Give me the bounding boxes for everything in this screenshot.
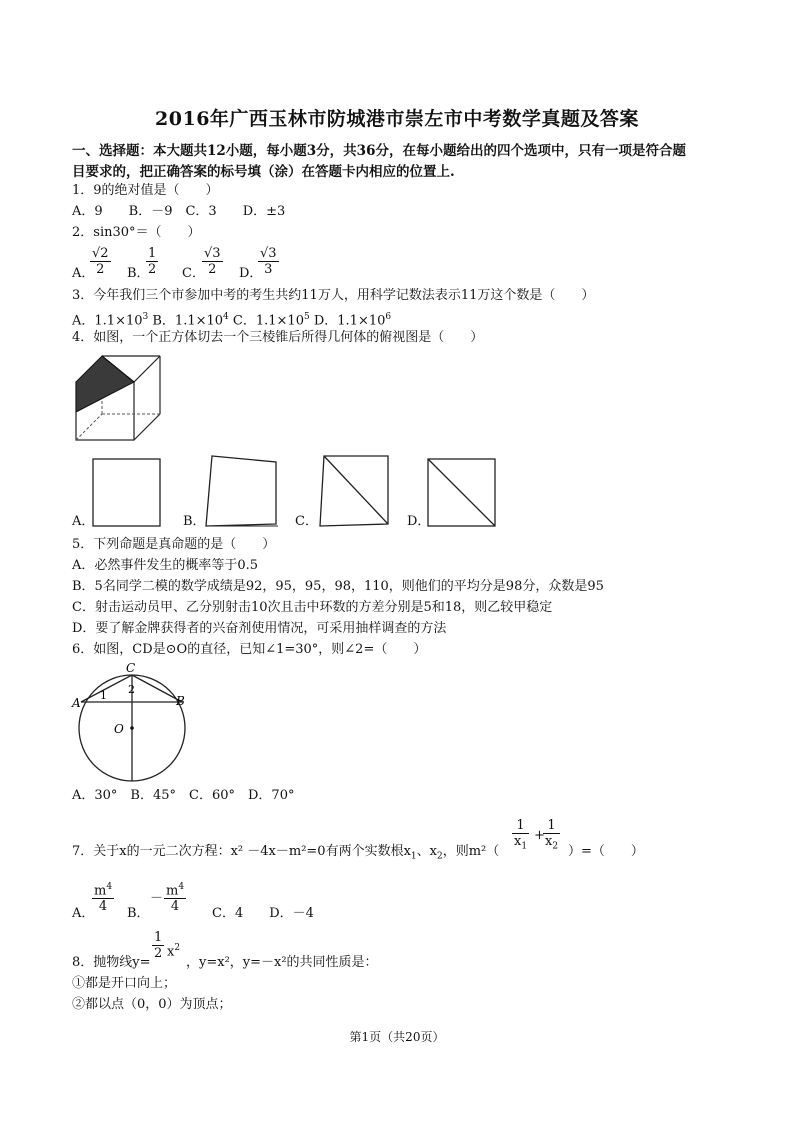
q7-option-b-fraction	[164, 880, 186, 914]
q7-fraction-2-num: 1	[543, 818, 560, 834]
q7-stem	[72, 844, 499, 865]
q7-option-a-num	[92, 880, 114, 899]
q8-item-2: ②都以点（0，0）为顶点；	[72, 997, 232, 1012]
q7-options-cd: C．4 D．－4	[212, 906, 314, 921]
q7-fraction-2	[543, 818, 560, 855]
q2-option-c-fraction	[202, 246, 223, 277]
q7-option-b-num	[164, 880, 186, 899]
page-footer: 第1页（共20页）	[349, 1030, 445, 1044]
q1-options: A．9 B．－9 C．3 D．±3	[72, 204, 286, 219]
q4-option-b-figure	[204, 454, 280, 528]
q7-fraction-1-x: x	[514, 834, 522, 849]
q2-stem: 2．sin30°＝（ ）	[72, 225, 201, 240]
q7-option-a-m: m	[94, 883, 107, 899]
q8-stem-a: 8．抛物线y=	[72, 955, 151, 970]
q7-stem-part2: ，则m²（	[442, 844, 500, 859]
q7-plus-sign: +	[534, 828, 545, 843]
q2-option-d-fraction	[258, 246, 279, 277]
q7-option-a-den: 4	[98, 899, 108, 915]
q4-cube-figure	[74, 354, 164, 442]
q7-option-a-exp: 4	[106, 882, 113, 892]
q7-option-a-fraction	[92, 880, 114, 914]
q3-option-a-exp: 3	[142, 312, 149, 322]
q2-option-a-num: √2	[92, 246, 109, 261]
q5-option-c: C．射击运动员甲、乙分别射击10次且击中环数的方差分别是5和18，则乙较甲稳定	[72, 600, 553, 615]
q1-stem: 1．9的绝对值是（ ）	[72, 183, 219, 198]
q6-angle-1-label: 1	[100, 689, 107, 702]
q6-label-b: B	[176, 694, 185, 708]
q4-option-d-figure	[427, 458, 497, 528]
q5-option-a: A．必然事件发生的概率等于0.5	[72, 558, 259, 573]
q2-option-d-label: D．	[239, 266, 263, 281]
q2-option-c-label: C．	[182, 266, 205, 281]
q4-option-d-label: D．	[407, 514, 431, 529]
q6-angle-2-label: 2	[128, 683, 135, 696]
q5-option-d: D．要了解金牌获得者的兴奋剂使用情况，可采用抽样调查的方法	[72, 621, 447, 636]
q4-option-c-label: C．	[295, 514, 318, 529]
q3-option-d-exp: 6	[385, 312, 392, 322]
q8-fraction-den: 2	[154, 946, 163, 961]
q2-option-b-den: 2	[148, 262, 157, 277]
q3-option-c: C．1.1×10	[232, 313, 304, 329]
q2-option-d-den: 3	[264, 262, 273, 277]
q3-option-b-exp: 4	[223, 312, 229, 322]
q2-option-a-label: A．	[72, 266, 95, 281]
q7-fraction-1	[512, 818, 529, 855]
q4-option-c-figure	[318, 454, 392, 528]
q7-sub-2: 2	[437, 851, 443, 862]
q8-fraction-num: 1	[154, 930, 163, 945]
q8-fraction	[152, 930, 164, 961]
q7-sub-1: 1	[410, 851, 417, 862]
q7-stem-mid: 、x	[416, 844, 437, 859]
q7-fraction-2-sub: 2	[552, 841, 559, 852]
q8-item-1: ①都是开口向上；	[72, 976, 177, 991]
q2-option-c-den: 2	[208, 262, 217, 277]
q2-option-c-num: √3	[204, 246, 221, 261]
q8-x: x	[167, 944, 175, 960]
q7-fraction-2-x: x	[545, 834, 553, 849]
q4-option-a-label: A．	[72, 514, 95, 529]
q3-option-a: A．1.1×10	[72, 313, 143, 329]
page-title: 2016年广西玉林市防城港市崇左市中考数学真题及答案	[155, 108, 639, 130]
q7-option-b-m: m	[166, 883, 179, 899]
q7-option-b-label: B．	[127, 906, 150, 921]
q7-stem-part1: 7．关于x的一元二次方程：x² －4x－m²=0有两个实数根x	[72, 844, 411, 859]
q6-center-dot	[130, 726, 134, 730]
section-1-line-2: 目要求的，把正确答案的标号填（涂）在答题卡内相应的位置上.	[72, 164, 455, 180]
q2-option-b-fraction	[146, 246, 158, 277]
q7-fraction-1-num: 1	[512, 818, 529, 834]
q6-options: A．30° B．45° C．60° D．70°	[72, 788, 295, 803]
q3-options	[72, 309, 391, 329]
q7-option-b-den: 4	[170, 899, 180, 915]
q3-stem: 3．今年我们三个市参加中考的考生共约11万人，用科学记数法表示11万这个数是（ ）	[72, 288, 595, 303]
q2-option-b-label: B．	[127, 266, 150, 281]
q8-x-term	[167, 940, 180, 960]
q6-stem: 6．如图，CD是⊙O的直径，已知∠1=30°，则∠2=（ ）	[72, 642, 427, 657]
q4-option-a-figure	[92, 458, 162, 528]
q4-option-b-label: B．	[183, 514, 206, 529]
q3-option-b: B．1.1×10	[152, 313, 224, 329]
q6-circle-figure	[70, 660, 190, 780]
q5-option-b: B．5名同学二模的数学成绩是92，95，95，98，110，则他们的平均分是98分，众数是95	[72, 579, 604, 594]
q8-x-exp: 2	[174, 943, 181, 953]
q6-label-o: O	[114, 722, 124, 736]
q3-option-d: D．1.1×10	[313, 313, 386, 329]
q7-option-b-exp: 4	[178, 882, 185, 892]
q2-option-a-den: 2	[96, 262, 105, 277]
q7-option-a-label: A．	[72, 906, 95, 921]
q4-stem: 4．如图，一个正方体切去一个三棱锥后所得几何体的俯视图是（ ）	[72, 330, 484, 345]
q7-fraction-1-den	[512, 834, 529, 855]
q8-stem-b: ，y=x²，y=－x²的共同性质是：	[186, 955, 378, 970]
q6-label-a: A	[72, 696, 81, 710]
q6-label-c: C	[126, 661, 136, 675]
q2-option-b-num: 1	[148, 246, 157, 261]
section-1-line-1: 一、选择题：本大题共12小题，每小题3分，共36分，在每小题给出的四个选项中，只有一项是符合题	[72, 143, 686, 159]
q7-fraction-2-den	[543, 834, 560, 855]
q7-option-b-sign: －	[150, 891, 164, 906]
q6-chord-cb	[132, 675, 182, 702]
q5-stem: 5．下列命题是真命题的是（ ）	[72, 537, 276, 552]
q2-option-a-fraction	[90, 246, 111, 277]
q3-option-c-exp: 5	[303, 312, 310, 322]
q7-fraction-1-sub: 1	[521, 841, 528, 852]
q7-stem-end: ）=（ ）	[568, 844, 644, 859]
q2-option-d-num: √3	[260, 246, 277, 261]
